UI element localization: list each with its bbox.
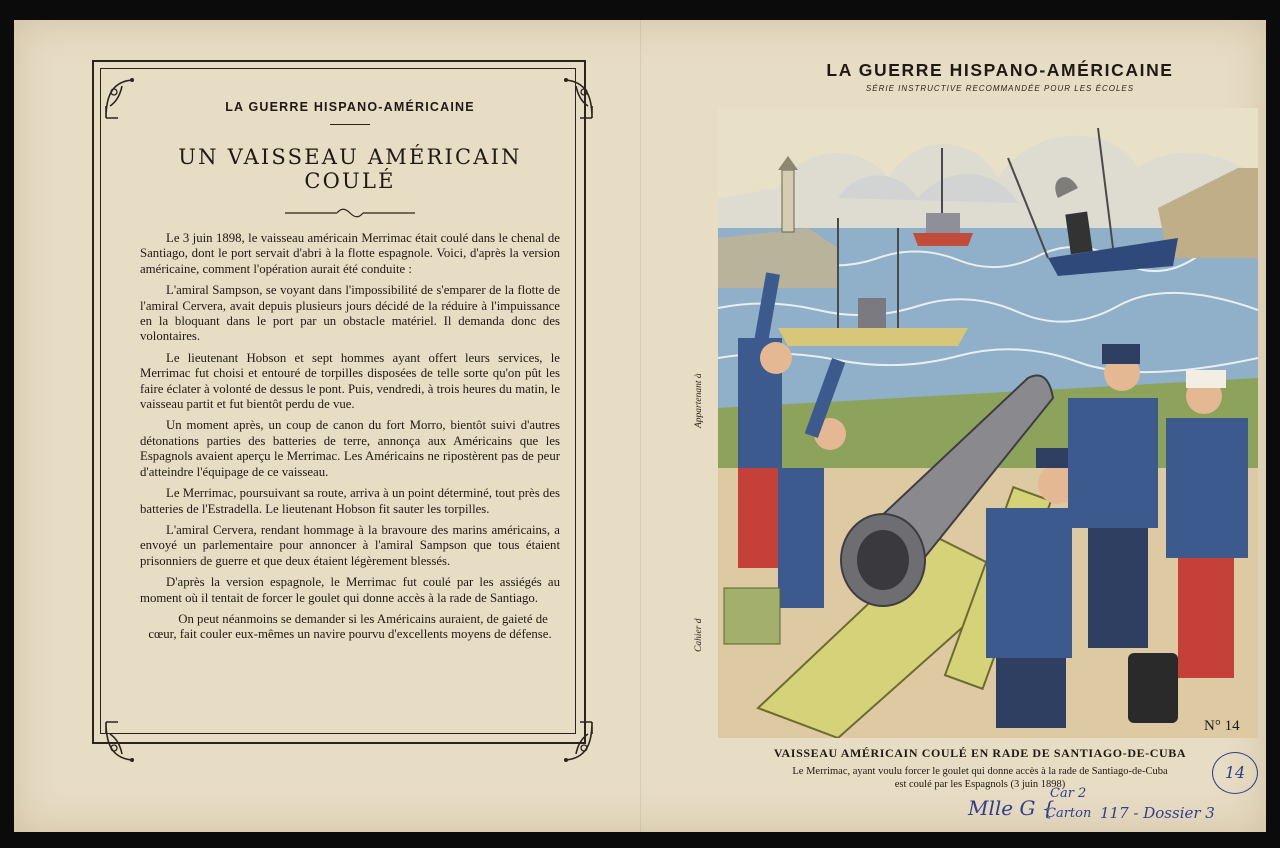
- handwritten-circled-number: 14: [1212, 752, 1258, 794]
- illustration-cannon-scene: [718, 108, 1258, 738]
- plate-number: N° 14: [1204, 718, 1240, 734]
- left-series-heading: LA GUERRE HISPANO-AMÉRICAINE: [225, 100, 475, 114]
- handwritten-note: Car 2: [1050, 786, 1087, 801]
- left-page-text: [140, 100, 560, 649]
- paragraph: L'amiral Sampson, se voyant dans l'impossibilité de s'emparer de la flotte de l'amiral Cervera, avait depuis plusieurs jours décidé de la réduire à l'impuissance en la bloquant dans le port par un obstacle matériel. Il demanda donc des volontaires.: [140, 283, 560, 344]
- paragraph: D'après la version espagnole, le Merrimac fut coulé par les assiégés au moment où il tentait de forcer le goulet qui donne accès à la rade de Santiago.: [140, 575, 560, 605]
- heading-rule: [330, 124, 370, 125]
- handwritten-note: Carton: [1046, 806, 1092, 821]
- corner-ornament-icon: [550, 718, 596, 764]
- paragraph: Le lieutenant Hobson et sept hommes ayant offert leurs services, le Merrimac fut choisi et entouré de torpilles disposées de telle sorte qu'on pût les faire éclater à volonté de dessus le pont. Puis, vendredi, à trois heures du matin, le vaisseau partit et fut bientôt perdu de vue.: [140, 350, 560, 412]
- handwritten-note: 117 - Dossier 3: [1100, 804, 1215, 822]
- caption-line: est coulé par les Espagnols (3 juin 1898): [894, 779, 1066, 790]
- owner-label: Appartenant à: [694, 373, 704, 428]
- paragraph: Le 3 juin 1898, le vaisseau américain Merrimac était coulé dans le chenal de Santiago, dont le port servait d'abri à la flotte espagnole. Voici, d'après la version américaine, comment l'opération aurait été conduite :: [140, 231, 560, 276]
- decorative-rule-icon: [285, 203, 415, 213]
- caption-text: [740, 765, 1220, 791]
- left-page-title: UN VAISSEAU AMÉRICAIN COULÉ: [178, 145, 522, 193]
- series-subtitle: SÉRIE INSTRUCTIVE RECOMMANDÉE POUR LES ÉCOLES: [865, 84, 1135, 93]
- paragraph: On peut néanmoins se demander si les Américains auraient, de gaieté de cœur, fait couler eux-mêmes un navire pourvu d'excellents moyens de défense.: [148, 611, 552, 642]
- notebook-label: Cahier d: [694, 618, 704, 652]
- paragraph: Le Merrimac, poursuivant sa route, arriva à un point déterminé, tout près des batteries de l'Estradella. Le lieutenant Hobson fit sauter les torpilles.: [140, 486, 560, 516]
- corner-ornament-icon: [102, 718, 148, 764]
- caption-title: VAISSEAU AMÉRICAIN COULÉ EN RADE DE SANTIAGO-DE-CUBA: [773, 746, 1187, 760]
- paragraph: Un moment après, un coup de canon du fort Morro, bientôt suivi d'autres détonations parties des batteries de terre, annonça aux Américains que les Espagnols avaient aperçu le Merrimac. Les Américains ne ripostèrent pas de peur d'atteindre l'équipage de ce vaisseau.: [140, 418, 560, 479]
- caption-line: Le Merrimac, ayant voulu forcer le goulet qui donne accès à la rade de Santiago-de-Cuba: [792, 766, 1168, 777]
- handwritten-initials: Mlle G {: [968, 796, 1055, 820]
- paragraph: L'amiral Cervera, rendant hommage à la bravoure des marins américains, a envoyé un parlementaire pour annoncer à l'amiral Sampson que tous étaient prisonniers de guerre et que deux étaient légèrement blessés.: [140, 522, 560, 568]
- right-series-heading: LA GUERRE HISPANO-AMÉRICAINE: [826, 60, 1174, 80]
- page-fold: [640, 20, 642, 832]
